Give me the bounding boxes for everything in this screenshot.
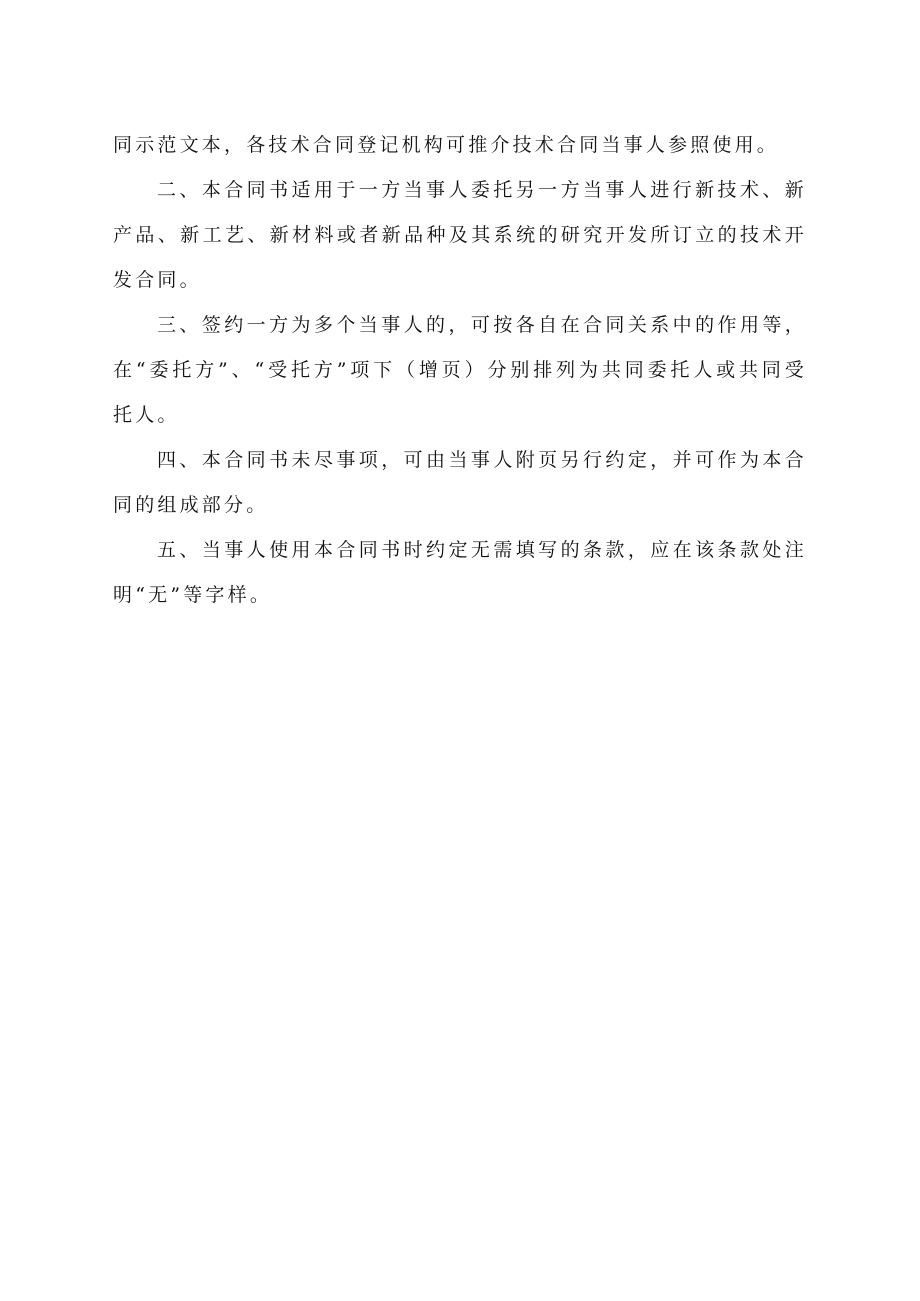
paragraph-clause-2: 二、本合同书适用于一方当事人委托另一方当事人进行新技术、新产品、新工艺、新材料或者新品种及其系统的研究开发所订立的技术开发合同。 <box>113 179 807 291</box>
paragraph-clause-4: 四、本合同书未尽事项，可由当事人附页另行约定，并可作为本合同的组成部分。 <box>113 449 807 516</box>
paragraph-continuation: 同示范文本，各技术合同登记机构可推介技术合同当事人参照使用。 <box>113 134 780 156</box>
paragraph-clause-3: 三、签约一方为多个当事人的，可按各自在合同关系中的作用等，在“委托方”、“受托方”项下（增页）分别排列为共同委托人或共同受托人。 <box>113 314 807 426</box>
paragraph-clause-5: 五、当事人使用本合同书时约定无需填写的条款，应在该条款处注明“无”等字样。 <box>113 539 807 606</box>
document-body <box>113 123 807 618</box>
